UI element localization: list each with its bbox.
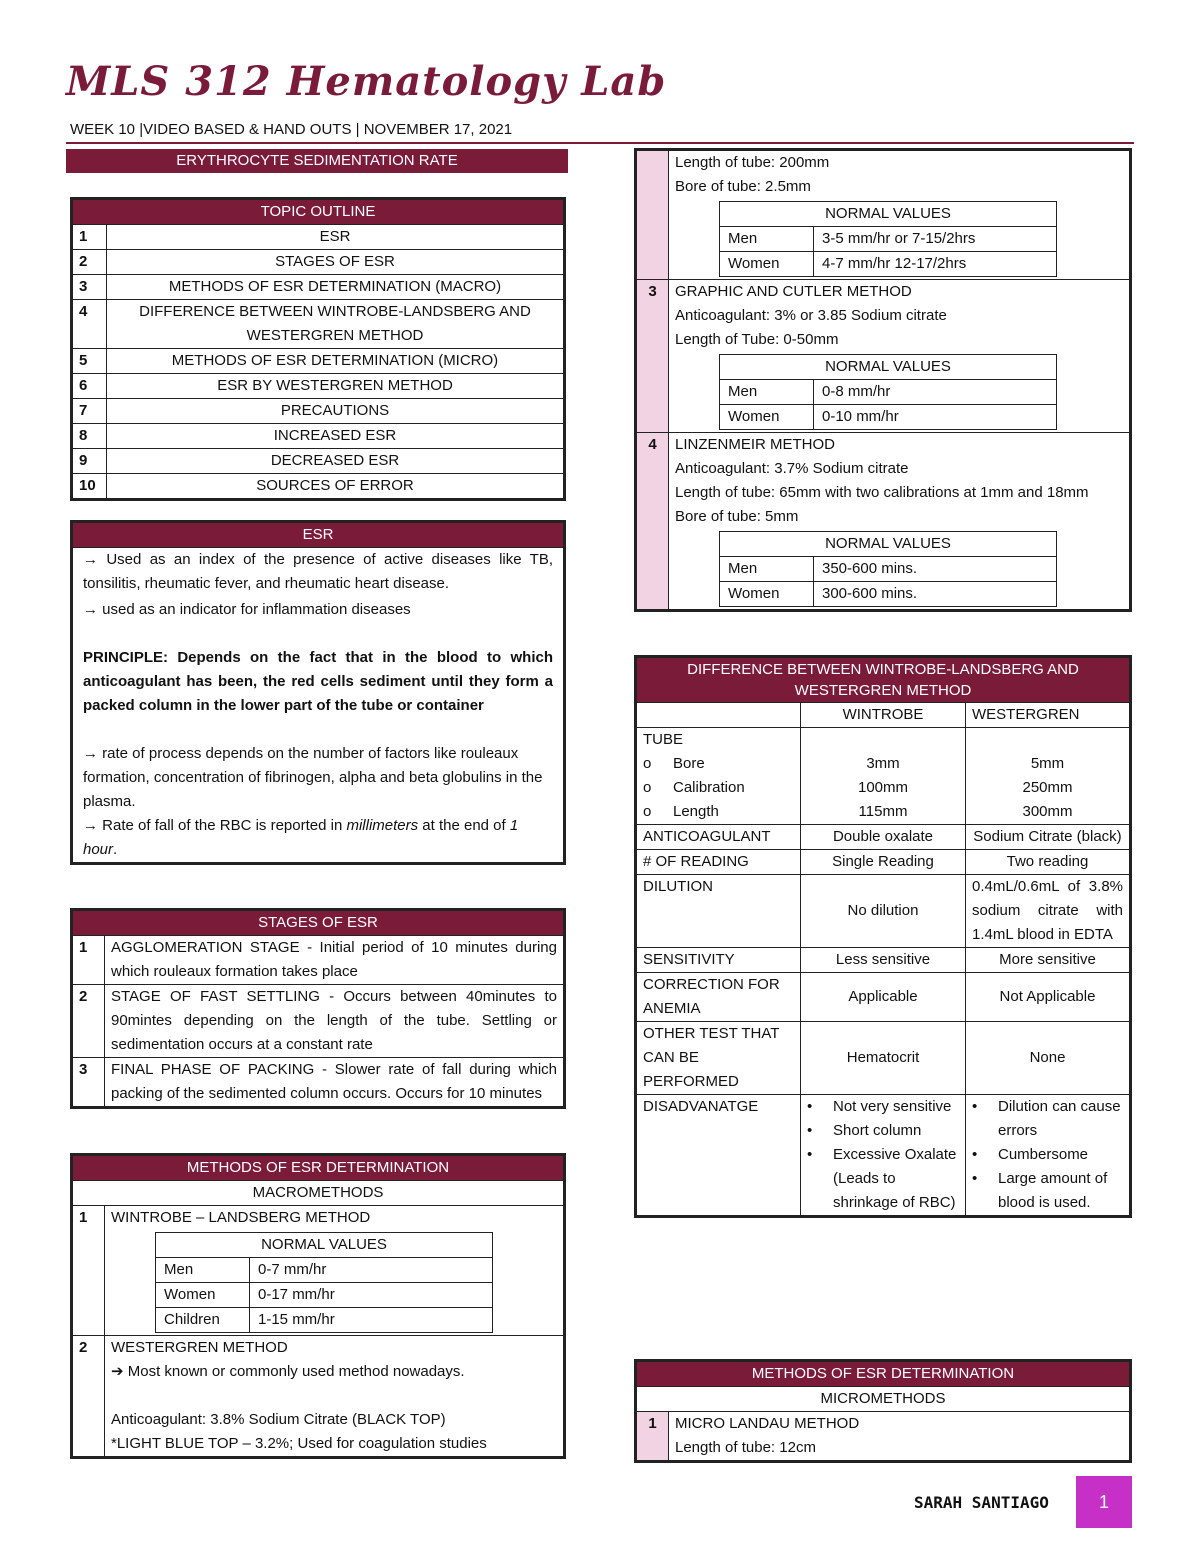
outline-item: SOURCES OF ERROR <box>107 474 564 499</box>
nv-label: Women <box>720 582 814 607</box>
method-tube-bore: Bore of tube: 5mm <box>675 508 799 525</box>
outline-item: METHODS OF ESR DETERMINATION (MICRO) <box>107 349 564 374</box>
micro-subtitle: MICROMETHODS <box>637 1387 1130 1412</box>
method-tube-length: Length of tube: 12cm <box>675 1439 816 1456</box>
outline-item: METHODS OF ESR DETERMINATION (MACRO) <box>107 275 564 300</box>
stage-num: 2 <box>73 985 105 1058</box>
outline-item: ESR <box>107 225 564 250</box>
bullet-text: Excessive Oxalate (Leads to shrinkage of RBC) <box>833 1146 957 1211</box>
nv-value: 0-17 mm/hr <box>250 1283 493 1308</box>
row-label: ANTICOAGULANT <box>637 825 801 850</box>
micro-methods-table <box>634 1359 1132 1463</box>
outline-title: TOPIC OUTLINE <box>73 200 564 225</box>
nv-value: 0-8 mm/hr <box>814 380 1057 405</box>
cell-value: 5mm <box>1030 755 1065 772</box>
tube-sub-label: o Bore <box>643 755 705 772</box>
tube-sub-label-text: Length <box>673 803 719 820</box>
esr-rate-text: at the end of <box>418 817 510 834</box>
difference-title: DIFFERENCE BETWEEN WINTROBE-LANDSBERG AND WESTERGREN METHOD <box>637 658 1130 703</box>
cell-value: Two reading <box>966 850 1130 875</box>
nv-label: Women <box>720 252 814 277</box>
outline-item: DECREASED ESR <box>107 449 564 474</box>
macro-methods-table <box>70 1153 566 1459</box>
cell-value: No dilution <box>801 875 966 948</box>
bullet-item: • Cumbersome <box>972 1143 1123 1167</box>
esr-rate-unit: millimeters <box>346 817 419 834</box>
esr-rate-text: . <box>113 841 118 858</box>
row-label: DILUTION <box>637 875 801 948</box>
section-title: ERYTHROCYTE SEDIMENTATION RATE <box>66 149 568 173</box>
nv-value: 300-600 mins. <box>814 582 1057 607</box>
outline-num: 7 <box>73 399 107 424</box>
outline-item: DIFFERENCE BETWEEN WINTROBE-LANDSBERG AND WESTERGREN METHOD <box>107 300 564 349</box>
document-subtitle: WEEK 10 |VIDEO BASED & HAND OUTS | NOVEMBER 17, 2021 <box>70 121 513 138</box>
stage-text: AGGLOMERATION STAGE - Initial period of 10 minutes during which rouleaux formation takes place <box>105 936 564 985</box>
westergren-disadvantages <box>966 1095 1130 1216</box>
nv-value: 4-7 mm/hr 12-17/2hrs <box>814 252 1057 277</box>
nv-value: 350-600 mins. <box>814 557 1057 582</box>
cell-value: 3mm <box>866 755 900 772</box>
outline-num: 9 <box>73 449 107 474</box>
method-light-blue-note: *LIGHT BLUE TOP – 3.2%; Used for coagulation studies <box>111 1435 487 1452</box>
row-label: DISADVANATGE <box>637 1095 801 1216</box>
cell-value: 115mm <box>858 803 908 820</box>
row-label: OTHER TEST THAT CAN BE PERFORMED <box>637 1022 801 1095</box>
col-westergren: WESTERGREN <box>966 703 1130 728</box>
esr-paragraph: → used as an indicator for inflammation diseases <box>83 601 411 618</box>
topic-outline-table <box>70 197 566 501</box>
col-wintrobe: WINTROBE <box>801 703 966 728</box>
bullet-text: Short column <box>833 1122 922 1139</box>
method-tube-length: Length of tube: 200mm <box>675 154 830 171</box>
bullet-text: Large amount of blood is used. <box>998 1170 1108 1211</box>
method-num: 4 <box>637 433 669 610</box>
method-tube-length: Length of tube: 65mm with two calibrations at 1mm and 18mm <box>675 484 1089 501</box>
nv-label: Women <box>720 405 814 430</box>
cell-value: 250mm <box>1022 779 1073 796</box>
graphic-cutler-method <box>669 280 1130 433</box>
cell-value: Hematocrit <box>801 1022 966 1095</box>
stage-text: STAGE OF FAST SETTLING - Occurs between 40minutes to 90mintes depending on the length of the tube. Settling or sedimentation occurs at a constant rate <box>105 985 564 1058</box>
outline-num: 8 <box>73 424 107 449</box>
method-anticoagulant: Anticoagulant: 3% or 3.85 Sodium citrate <box>675 307 947 324</box>
outline-num: 4 <box>73 300 107 349</box>
westergren-method <box>105 1336 564 1457</box>
method-num: 1 <box>637 1412 669 1461</box>
method-tube-bore: Bore of tube: 2.5mm <box>675 178 811 195</box>
bullet-text: Cumbersome <box>998 1146 1089 1163</box>
tube-sub-label: o Calibration <box>643 779 745 796</box>
cell-value: Sodium Citrate (black) <box>966 825 1130 850</box>
bullet-item: • Dilution can cause errors <box>972 1095 1123 1143</box>
normal-values-table <box>155 1232 493 1333</box>
row-label: # OF READING <box>637 850 801 875</box>
stage-num: 1 <box>73 936 105 985</box>
normal-values-title: NORMAL VALUES <box>156 1233 493 1258</box>
cell-value: Applicable <box>801 973 966 1022</box>
cell-value: 300mm <box>1022 803 1073 820</box>
bullet-text: Dilution can cause errors <box>998 1098 1121 1139</box>
row-label: CORRECTION FOR ANEMIA <box>637 973 801 1022</box>
page-number: 1 <box>1076 1476 1132 1528</box>
nv-label: Men <box>720 557 814 582</box>
outline-item: STAGES OF ESR <box>107 250 564 275</box>
nv-label: Men <box>720 227 814 252</box>
nv-value: 0-7 mm/hr <box>250 1258 493 1283</box>
outline-item: PRECAUTIONS <box>107 399 564 424</box>
method-num-continued <box>637 151 669 280</box>
cell-value: Less sensitive <box>801 948 966 973</box>
method-name: LINZENMEIR METHOD <box>675 436 836 453</box>
macro-title: METHODS OF ESR DETERMINATION <box>73 1156 564 1181</box>
esr-title: ESR <box>73 523 564 548</box>
normal-values-table <box>719 354 1057 430</box>
esr-paragraph: → Used as an index of the presence of active diseases like TB, tonsilitis, rheumatic fever, and rheumatic heart disease. <box>83 551 553 592</box>
tube-label: TUBE <box>643 731 684 748</box>
nv-value: 1-15 mm/hr <box>250 1308 493 1333</box>
cell-value: Single Reading <box>801 850 966 875</box>
cell-value: More sensitive <box>966 948 1130 973</box>
tube-sub-label-text: Calibration <box>673 779 745 796</box>
method-num: 1 <box>73 1206 105 1336</box>
bullet-item: • Large amount of blood is used. <box>972 1167 1123 1215</box>
cell-value: Not Applicable <box>966 973 1130 1022</box>
method-anticoagulant: Anticoagulant: 3.8% Sodium Citrate (BLACK TOP) <box>111 1411 446 1428</box>
westergren-tube <box>966 728 1130 825</box>
normal-values-title: NORMAL VALUES <box>720 202 1057 227</box>
outline-num: 5 <box>73 349 107 374</box>
cell-value: 0.4mL/0.6mL of 3.8% sodium citrate with 1.4mL blood in EDTA <box>966 875 1130 948</box>
stage-num: 3 <box>73 1058 105 1107</box>
method-name: WINTROBE – LANDSBERG METHOD <box>111 1209 371 1226</box>
outline-item: ESR BY WESTERGREN METHOD <box>107 374 564 399</box>
micro-title: METHODS OF ESR DETERMINATION <box>637 1362 1130 1387</box>
esr-principle: PRINCIPLE: Depends on the fact that in the blood to which anticoagulant has been, the red cells sediment until they form a packed column in the lower part of the tube or container <box>83 649 553 714</box>
tube-sub-label: o Length <box>643 803 719 820</box>
method-name: MICRO LANDAU METHOD <box>675 1415 860 1432</box>
tube-row-label <box>637 728 801 825</box>
macro-methods-continued-table <box>634 148 1132 612</box>
outline-item: INCREASED ESR <box>107 424 564 449</box>
normal-values-title: NORMAL VALUES <box>720 532 1057 557</box>
header-rule <box>66 142 1134 144</box>
method-note: ➔ Most known or commonly used method nowadays. <box>111 1363 465 1380</box>
tube-sub-label-text: Bore <box>673 755 705 772</box>
method-name: GRAPHIC AND CUTLER METHOD <box>675 283 912 300</box>
outline-num: 10 <box>73 474 107 499</box>
normal-values-table <box>719 201 1057 277</box>
nv-label: Children <box>156 1308 250 1333</box>
outline-num: 2 <box>73 250 107 275</box>
esr-table <box>70 520 566 865</box>
author-name: SARAH SANTIAGO <box>914 1493 1049 1512</box>
macro-subtitle: MACROMETHODS <box>73 1181 564 1206</box>
esr-rate-text: → Rate of fall of the RBC is reported in <box>83 817 347 834</box>
esr-rate-note <box>83 814 553 862</box>
nv-value: 0-10 mm/hr <box>814 405 1057 430</box>
stages-table <box>70 908 566 1109</box>
nv-value: 3-5 mm/hr or 7-15/2hrs <box>814 227 1057 252</box>
esr-body <box>73 548 564 863</box>
method-tube-length: Length of Tube: 0-50mm <box>675 331 839 348</box>
cell-value: Double oxalate <box>801 825 966 850</box>
westergren-method-continued <box>669 151 1130 280</box>
stage-text: FINAL PHASE OF PACKING - Slower rate of fall during which packing of the sedimented column occurs. Occurs for 10 minutes <box>105 1058 564 1107</box>
wintrobe-method <box>105 1206 564 1336</box>
nv-label: Men <box>156 1258 250 1283</box>
esr-paragraph: → rate of process depends on the number of factors like rouleaux formation, concentration of fibrinogen, alpha and beta globulins in the plasma. <box>83 745 543 810</box>
difference-header-blank <box>637 703 801 728</box>
document-title: MLS 312 Hematology Lab <box>66 58 667 105</box>
cell-value: None <box>966 1022 1130 1095</box>
esr-rate-time: 1 hour <box>83 817 519 858</box>
normal-values-title: NORMAL VALUES <box>720 355 1057 380</box>
linzenmeir-method <box>669 433 1130 610</box>
normal-values-table <box>719 531 1057 607</box>
outline-num: 1 <box>73 225 107 250</box>
difference-table <box>634 655 1132 1218</box>
bullet-item: • Not very sensitive <box>807 1095 959 1119</box>
method-num: 2 <box>73 1336 105 1457</box>
micro-landau-method <box>669 1412 1130 1461</box>
nv-label: Women <box>156 1283 250 1308</box>
nv-label: Men <box>720 380 814 405</box>
wintrobe-disadvantages <box>801 1095 966 1216</box>
method-num: 3 <box>637 280 669 433</box>
wintrobe-tube <box>801 728 966 825</box>
method-name: WESTERGREN METHOD <box>111 1339 288 1356</box>
bullet-item: • Short column <box>807 1119 959 1143</box>
cell-value: 100mm <box>857 779 909 796</box>
outline-num: 3 <box>73 275 107 300</box>
stages-title: STAGES OF ESR <box>73 911 564 936</box>
bullet-item: • Excessive Oxalate (Leads to shrinkage of RBC) <box>807 1143 959 1215</box>
method-anticoagulant: Anticoagulant: 3.7% Sodium citrate <box>675 460 909 477</box>
bullet-text: Not very sensitive <box>833 1098 952 1115</box>
outline-num: 6 <box>73 374 107 399</box>
row-label: SENSITIVITY <box>637 948 801 973</box>
